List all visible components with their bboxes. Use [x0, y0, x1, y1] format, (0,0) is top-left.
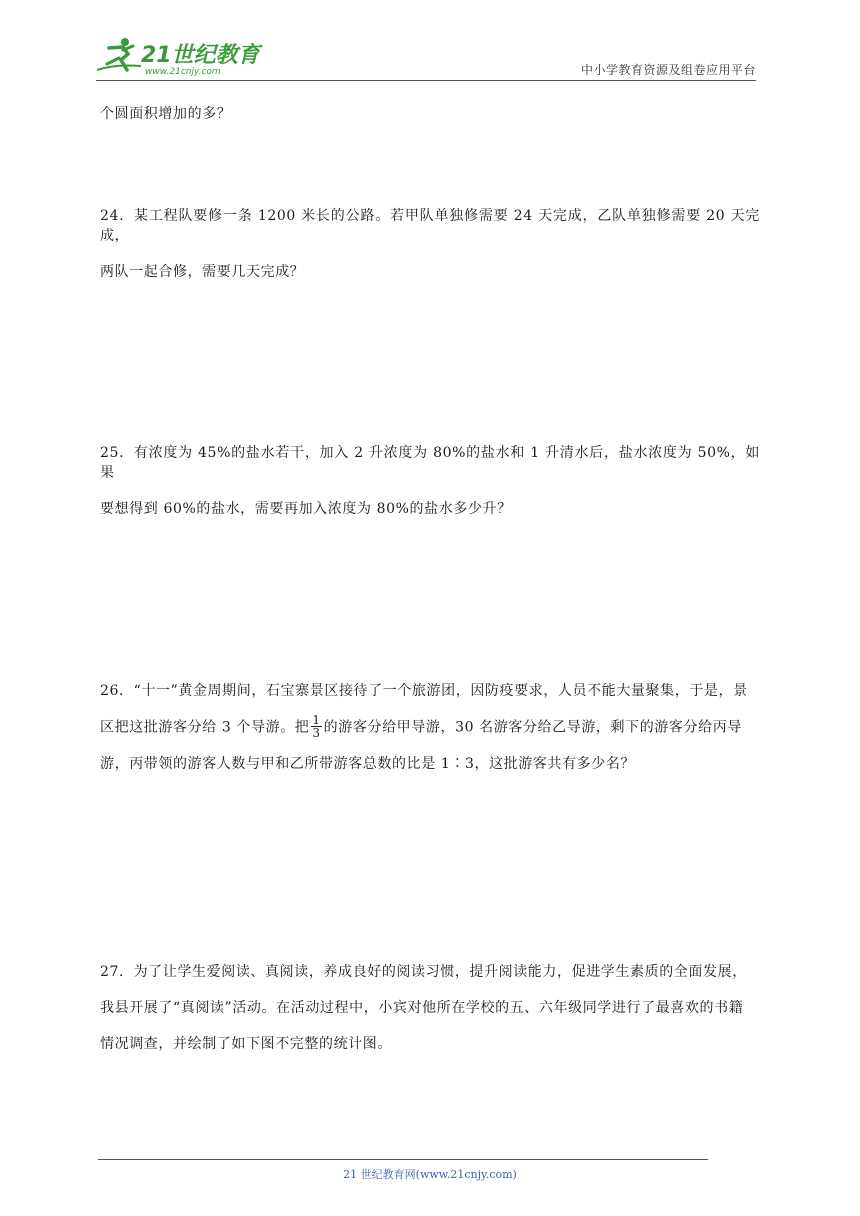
platform-label: 中小学教育资源及组卷应用平台 — [580, 63, 756, 77]
footer-link[interactable]: 21 世纪教育网(www.21cnjy.com) — [343, 1168, 517, 1181]
question-26-line-2 — [100, 715, 760, 740]
question-26-line-1: 26．“十一”黄金周期间，石宝寨景区接待了一个旅游团，因防疫要求，人员不能大量聚集，于是，景 — [100, 683, 748, 699]
question-26 — [100, 681, 760, 774]
fraction-numerator: 1 — [312, 713, 321, 727]
question-24 — [100, 206, 760, 282]
question-24-line-1: 24．某工程队要修一条 1200 米长的公路。若甲队单独修需要 24 天完成，乙队单独修需要 20 天完成， — [100, 208, 760, 244]
question-24-line-2: 两队一起合修，需要几天完成？ — [100, 264, 305, 280]
question-26-line-3: 游，丙带领的游客人数与甲和乙所带游客总数的比是 1∶3，这批游客共有多少名？ — [100, 756, 636, 772]
logo-url-text: www.21cnjy.com — [145, 67, 221, 77]
question-27-line-2: 我县开展了“真阅读”活动。在活动过程中，小宾对他所在学校的五、六年级同学进行了最喜欢的书籍 — [100, 1000, 744, 1016]
question-26-line-2-post: 的游客分给甲导游，30 名游客分给乙导游，剩下的游客分给丙导 — [323, 719, 742, 736]
question-25-line-2: 要想得到 60%的盐水，需要再加入浓度为 80%的盐水多少升？ — [100, 501, 512, 517]
footer-divider — [98, 1159, 708, 1160]
question-23-tail: 个圆面积增加的多？ — [100, 106, 232, 122]
fraction-denominator: 3 — [312, 726, 321, 740]
fraction-one-third — [311, 714, 321, 739]
question-26-line-2-pre: 区把这批游客分给 3 个导游。把 — [100, 719, 310, 736]
question-27 — [100, 962, 760, 1054]
question-27-line-1: 27．为了让学生爱阅读、真阅读，养成良好的阅读习惯，提升阅读能力，促进学生素质的全面发展， — [100, 964, 747, 980]
question-25 — [100, 443, 760, 519]
logo-brand-text: 21世纪教育 — [141, 43, 260, 68]
header-divider — [96, 80, 756, 81]
question-25-line-1: 25．有浓度为 45%的盐水若干，加入 2 升浓度为 80%的盐水和 1 升清水后，盐水浓度为 50%，如果 — [100, 445, 760, 481]
runner-icon — [97, 38, 141, 70]
question-27-line-3: 情况调查，并绘制了如下图不完整的统计图。 — [100, 1036, 392, 1052]
site-logo — [95, 34, 265, 80]
